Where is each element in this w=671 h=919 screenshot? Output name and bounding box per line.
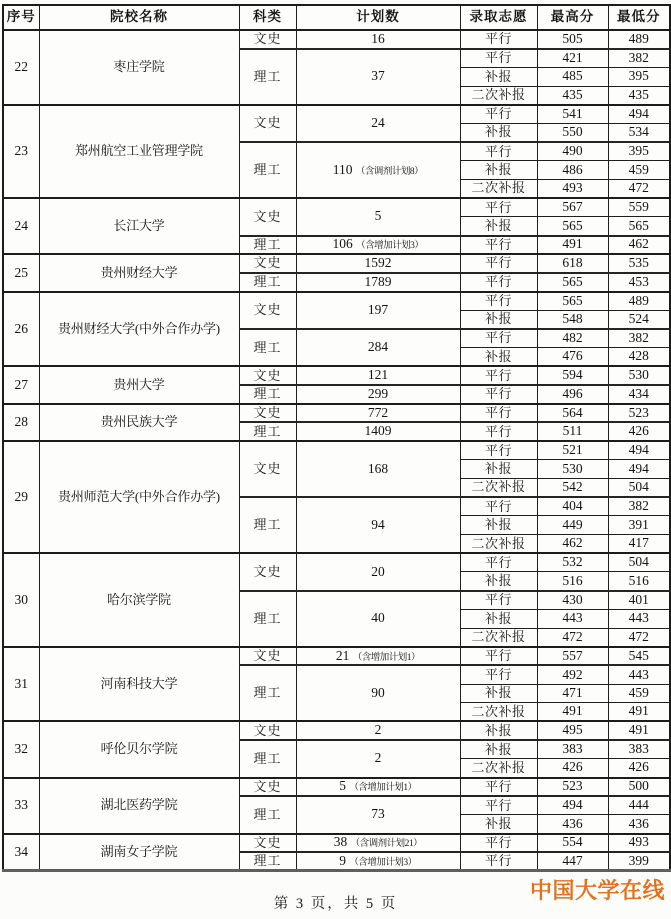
cell-plan-count bbox=[296, 329, 460, 366]
cell-min-score: 545 bbox=[608, 647, 670, 666]
plan-value: 20 bbox=[371, 563, 385, 579]
cell-admission-wish: 补报 bbox=[460, 123, 537, 142]
cell-max-score: 541 bbox=[537, 105, 608, 124]
cell-admission-wish: 平行 bbox=[460, 852, 537, 871]
plan-value: 21 bbox=[335, 647, 350, 663]
plan-value: 16 bbox=[371, 30, 385, 46]
cell-subject-category: 文史 bbox=[239, 366, 296, 385]
cell-min-score: 391 bbox=[608, 516, 670, 535]
cell-plan-count bbox=[296, 30, 460, 49]
cell-min-score: 444 bbox=[608, 796, 670, 815]
cell-admission-wish: 平行 bbox=[460, 404, 537, 423]
cell-plan-count bbox=[296, 441, 460, 497]
cell-admission-wish: 补报 bbox=[460, 67, 537, 86]
cell-school-name: 贵州民族大学 bbox=[39, 404, 239, 441]
cell-max-score: 548 bbox=[537, 310, 608, 329]
cell-admission-wish: 平行 bbox=[460, 329, 537, 348]
cell-plan-count bbox=[296, 665, 460, 721]
cell-admission-wish: 平行 bbox=[460, 497, 537, 516]
cell-serial-number: 22 bbox=[3, 30, 39, 105]
cell-admission-wish: 平行 bbox=[460, 385, 537, 404]
cell-max-score: 426 bbox=[537, 759, 608, 778]
cell-plan-count bbox=[296, 647, 460, 666]
cell-serial-number: 25 bbox=[3, 254, 39, 291]
cell-plan-count bbox=[296, 834, 460, 853]
cell-admission-wish: 二次补报 bbox=[460, 535, 537, 554]
cell-max-score: 435 bbox=[537, 86, 608, 105]
plan-value: 1789 bbox=[364, 273, 392, 289]
plan-value: 73 bbox=[371, 806, 385, 822]
cell-subject-category: 文史 bbox=[239, 834, 296, 853]
cell-plan-count bbox=[296, 778, 460, 797]
cell-school-name: 湖北医药学院 bbox=[39, 778, 239, 834]
cell-subject-category: 理工 bbox=[239, 740, 296, 777]
cell-admission-wish: 平行 bbox=[460, 105, 537, 124]
cell-subject-category: 理工 bbox=[239, 665, 296, 721]
cell-plan-count bbox=[296, 740, 460, 777]
cell-subject-category: 理工 bbox=[239, 49, 296, 105]
cell-max-score: 493 bbox=[537, 180, 608, 199]
cell-serial-number: 24 bbox=[3, 198, 39, 254]
cell-admission-wish: 补报 bbox=[460, 310, 537, 329]
cell-min-score: 565 bbox=[608, 217, 670, 236]
cell-plan-count bbox=[296, 236, 460, 255]
cell-plan-count bbox=[296, 292, 460, 329]
cell-max-score: 494 bbox=[537, 796, 608, 815]
cell-plan-count bbox=[296, 366, 460, 385]
cell-school-name: 贵州财经大学 bbox=[39, 254, 239, 291]
cell-max-score: 565 bbox=[537, 273, 608, 292]
table-row bbox=[3, 721, 670, 740]
cell-max-score: 521 bbox=[537, 441, 608, 460]
cell-subject-category: 理工 bbox=[239, 852, 296, 871]
cell-school-name: 贵州师范大学(中外合作办学) bbox=[39, 441, 239, 553]
cell-school-name: 贵州财经大学(中外合作办学) bbox=[39, 292, 239, 367]
cell-plan-count bbox=[296, 198, 460, 235]
header-subject-category: 科类 bbox=[239, 5, 296, 30]
cell-max-score: 523 bbox=[537, 778, 608, 797]
cell-max-score: 471 bbox=[537, 684, 608, 703]
cell-admission-wish: 补报 bbox=[460, 609, 537, 628]
cell-admission-wish: 平行 bbox=[460, 553, 537, 572]
cell-plan-count bbox=[296, 497, 460, 553]
cell-serial-number: 33 bbox=[3, 778, 39, 834]
cell-min-score: 436 bbox=[608, 815, 670, 834]
plan-value: 40 bbox=[371, 610, 385, 626]
cell-min-score: 535 bbox=[608, 254, 670, 273]
cell-admission-wish: 平行 bbox=[460, 366, 537, 385]
cell-max-score: 516 bbox=[537, 572, 608, 591]
plan-value: 2 bbox=[374, 750, 382, 766]
cell-admission-wish: 平行 bbox=[460, 796, 537, 815]
header-plan-count: 计划数 bbox=[296, 5, 460, 30]
cell-subject-category: 文史 bbox=[239, 292, 296, 329]
page-indicator: 第 3 页，共 5 页 bbox=[273, 896, 398, 912]
cell-min-score: 417 bbox=[608, 535, 670, 554]
cell-min-score: 523 bbox=[608, 404, 670, 423]
cell-admission-wish: 平行 bbox=[460, 273, 537, 292]
cell-admission-wish: 平行 bbox=[460, 142, 537, 161]
cell-min-score: 504 bbox=[608, 479, 670, 498]
cell-max-score: 421 bbox=[537, 49, 608, 68]
cell-subject-category: 文史 bbox=[239, 105, 296, 142]
cell-school-name: 哈尔滨学院 bbox=[39, 553, 239, 646]
cell-admission-wish: 二次补报 bbox=[460, 479, 537, 498]
cell-min-score: 395 bbox=[608, 142, 670, 161]
cell-subject-category: 文史 bbox=[239, 721, 296, 740]
cell-min-score: 443 bbox=[608, 609, 670, 628]
cell-subject-category: 理工 bbox=[239, 497, 296, 553]
cell-plan-count bbox=[296, 142, 460, 198]
cell-min-score: 530 bbox=[608, 366, 670, 385]
cell-min-score: 491 bbox=[608, 703, 670, 722]
plan-note: （含增加计划1） bbox=[352, 652, 421, 663]
cell-max-score: 462 bbox=[537, 535, 608, 554]
cell-max-score: 554 bbox=[537, 834, 608, 853]
cell-subject-category: 文史 bbox=[239, 30, 296, 49]
cell-admission-wish: 二次补报 bbox=[460, 180, 537, 199]
cell-admission-wish: 平行 bbox=[460, 198, 537, 217]
cell-max-score: 472 bbox=[537, 628, 608, 647]
plan-value: 197 bbox=[367, 301, 389, 317]
plan-value: 37 bbox=[371, 68, 385, 84]
cell-max-score: 505 bbox=[537, 30, 608, 49]
cell-max-score: 447 bbox=[537, 852, 608, 871]
header-min-score: 最低分 bbox=[608, 5, 670, 30]
cell-admission-wish: 补报 bbox=[460, 684, 537, 703]
cell-max-score: 532 bbox=[537, 553, 608, 572]
plan-value: 90 bbox=[371, 684, 385, 700]
cell-subject-category: 理工 bbox=[239, 329, 296, 366]
cell-school-name: 河南科技大学 bbox=[39, 647, 239, 722]
cell-min-score: 524 bbox=[608, 310, 670, 329]
cell-admission-wish: 补报 bbox=[460, 740, 537, 759]
cell-admission-wish: 二次补报 bbox=[460, 628, 537, 647]
plan-value: 24 bbox=[371, 115, 385, 131]
cell-serial-number: 23 bbox=[3, 105, 39, 198]
table-row bbox=[3, 647, 670, 666]
cell-plan-count bbox=[296, 105, 460, 142]
cell-admission-wish: 补报 bbox=[460, 516, 537, 535]
cell-max-score: 550 bbox=[537, 123, 608, 142]
cell-serial-number: 26 bbox=[3, 292, 39, 367]
cell-admission-wish: 二次补报 bbox=[460, 703, 537, 722]
cell-min-score: 489 bbox=[608, 292, 670, 311]
cell-serial-number: 34 bbox=[3, 834, 39, 871]
admission-scores-table bbox=[2, 4, 671, 872]
cell-min-score: 459 bbox=[608, 684, 670, 703]
plan-value: 5 bbox=[339, 778, 347, 794]
cell-max-score: 486 bbox=[537, 161, 608, 180]
cell-plan-count bbox=[296, 404, 460, 423]
cell-subject-category: 理工 bbox=[239, 591, 296, 647]
cell-admission-wish: 平行 bbox=[460, 834, 537, 853]
cell-min-score: 382 bbox=[608, 497, 670, 516]
cell-admission-wish: 二次补报 bbox=[460, 759, 537, 778]
cell-max-score: 449 bbox=[537, 516, 608, 535]
plan-value: 106 bbox=[332, 236, 353, 252]
cell-school-name: 贵州大学 bbox=[39, 366, 239, 403]
cell-plan-count bbox=[296, 422, 460, 441]
cell-max-score: 482 bbox=[537, 329, 608, 348]
cell-school-name: 枣庄学院 bbox=[39, 30, 239, 105]
table-row bbox=[3, 441, 670, 460]
cell-min-score: 382 bbox=[608, 49, 670, 68]
cell-subject-category: 文史 bbox=[239, 553, 296, 590]
cell-min-score: 504 bbox=[608, 553, 670, 572]
cell-admission-wish: 平行 bbox=[460, 647, 537, 666]
cell-subject-category: 理工 bbox=[239, 236, 296, 255]
cell-subject-category: 理工 bbox=[239, 796, 296, 833]
header-school-name: 院校名称 bbox=[39, 5, 239, 30]
cell-subject-category: 理工 bbox=[239, 422, 296, 441]
plan-note: （含增加计划3） bbox=[356, 241, 424, 252]
plan-value: 5 bbox=[374, 208, 382, 224]
cell-max-score: 404 bbox=[537, 497, 608, 516]
cell-subject-category: 文史 bbox=[239, 254, 296, 273]
cell-min-score: 472 bbox=[608, 180, 670, 199]
cell-admission-wish: 补报 bbox=[460, 460, 537, 479]
cell-min-score: 428 bbox=[608, 348, 670, 367]
cell-admission-wish: 平行 bbox=[460, 778, 537, 797]
cell-subject-category: 文史 bbox=[239, 198, 296, 235]
cell-plan-count bbox=[296, 385, 460, 404]
cell-admission-wish: 平行 bbox=[460, 30, 537, 49]
plan-note: （含调剂计划21） bbox=[350, 839, 423, 850]
cell-max-score: 530 bbox=[537, 460, 608, 479]
table-row bbox=[3, 105, 670, 124]
cell-max-score: 618 bbox=[537, 254, 608, 273]
cell-admission-wish: 平行 bbox=[460, 422, 537, 441]
plan-value: 1592 bbox=[364, 255, 392, 271]
plan-value: 9 bbox=[339, 852, 347, 868]
cell-max-score: 565 bbox=[537, 292, 608, 311]
table-row bbox=[3, 254, 670, 273]
cell-serial-number: 30 bbox=[3, 553, 39, 646]
plan-value: 121 bbox=[367, 367, 389, 383]
cell-max-score: 490 bbox=[537, 142, 608, 161]
cell-admission-wish: 补报 bbox=[460, 161, 537, 180]
cell-subject-category: 文史 bbox=[239, 778, 296, 797]
site-watermark: 中国大学在线 bbox=[529, 878, 665, 903]
cell-min-score: 489 bbox=[608, 30, 670, 49]
cell-min-score: 500 bbox=[608, 778, 670, 797]
cell-min-score: 494 bbox=[608, 105, 670, 124]
cell-max-score: 565 bbox=[537, 217, 608, 236]
cell-plan-count bbox=[296, 273, 460, 292]
cell-max-score: 430 bbox=[537, 591, 608, 610]
cell-min-score: 472 bbox=[608, 628, 670, 647]
cell-plan-count bbox=[296, 852, 460, 871]
cell-max-score: 496 bbox=[537, 385, 608, 404]
cell-admission-wish: 补报 bbox=[460, 217, 537, 236]
cell-serial-number: 31 bbox=[3, 647, 39, 722]
cell-min-score: 435 bbox=[608, 86, 670, 105]
plan-value: 1409 bbox=[364, 423, 392, 439]
cell-serial-number: 32 bbox=[3, 721, 39, 777]
header-row bbox=[3, 5, 670, 30]
table-row bbox=[3, 366, 670, 385]
cell-admission-wish: 补报 bbox=[460, 572, 537, 591]
header-serial-number: 序号 bbox=[3, 5, 39, 30]
plan-value: 38 bbox=[333, 834, 348, 850]
plan-value: 110 bbox=[332, 161, 353, 177]
table-body bbox=[3, 30, 670, 871]
cell-min-score: 494 bbox=[608, 441, 670, 460]
plan-value: 299 bbox=[367, 385, 389, 401]
plan-value: 284 bbox=[367, 339, 389, 355]
cell-admission-wish: 平行 bbox=[460, 665, 537, 684]
cell-max-score: 485 bbox=[537, 67, 608, 86]
header-max-score: 最高分 bbox=[537, 5, 608, 30]
table-row bbox=[3, 198, 670, 217]
cell-max-score: 491 bbox=[537, 703, 608, 722]
cell-subject-category: 理工 bbox=[239, 385, 296, 404]
cell-school-name: 郑州航空工业管理学院 bbox=[39, 105, 239, 198]
cell-subject-category: 文史 bbox=[239, 441, 296, 497]
cell-school-name: 湖南女子学院 bbox=[39, 834, 239, 871]
cell-plan-count bbox=[296, 49, 460, 105]
cell-max-score: 443 bbox=[537, 609, 608, 628]
cell-min-score: 382 bbox=[608, 329, 670, 348]
cell-admission-wish: 补报 bbox=[460, 348, 537, 367]
plan-value: 94 bbox=[371, 516, 385, 532]
cell-max-score: 567 bbox=[537, 198, 608, 217]
cell-admission-wish: 平行 bbox=[460, 49, 537, 68]
cell-admission-wish: 平行 bbox=[460, 292, 537, 311]
table-row bbox=[3, 30, 670, 49]
cell-min-score: 395 bbox=[608, 67, 670, 86]
cell-max-score: 594 bbox=[537, 366, 608, 385]
cell-max-score: 557 bbox=[537, 647, 608, 666]
cell-subject-category: 文史 bbox=[239, 647, 296, 666]
cell-admission-wish: 补报 bbox=[460, 815, 537, 834]
cell-serial-number: 28 bbox=[3, 404, 39, 441]
cell-max-score: 476 bbox=[537, 348, 608, 367]
cell-min-score: 399 bbox=[608, 852, 670, 871]
cell-plan-count bbox=[296, 254, 460, 273]
cell-plan-count bbox=[296, 591, 460, 647]
cell-admission-wish: 二次补报 bbox=[460, 86, 537, 105]
cell-min-score: 462 bbox=[608, 236, 670, 255]
cell-plan-count bbox=[296, 721, 460, 740]
cell-serial-number: 27 bbox=[3, 366, 39, 403]
cell-plan-count bbox=[296, 553, 460, 590]
plan-value: 772 bbox=[367, 404, 389, 420]
table-row bbox=[3, 292, 670, 311]
plan-note: （含调剂计划8） bbox=[355, 166, 424, 177]
cell-min-score: 426 bbox=[608, 759, 670, 778]
header-admission-wish: 录取志愿 bbox=[460, 5, 537, 30]
cell-max-score: 542 bbox=[537, 479, 608, 498]
plan-note: （含增加计划1） bbox=[349, 783, 417, 794]
plan-note: （含增加计划3） bbox=[349, 857, 417, 868]
cell-min-score: 459 bbox=[608, 161, 670, 180]
cell-min-score: 491 bbox=[608, 721, 670, 740]
cell-max-score: 564 bbox=[537, 404, 608, 423]
cell-max-score: 491 bbox=[537, 236, 608, 255]
plan-value: 2 bbox=[374, 722, 382, 738]
cell-min-score: 426 bbox=[608, 422, 670, 441]
cell-subject-category: 理工 bbox=[239, 142, 296, 198]
table-row bbox=[3, 778, 670, 797]
table-row bbox=[3, 553, 670, 572]
cell-min-score: 401 bbox=[608, 591, 670, 610]
cell-min-score: 494 bbox=[608, 460, 670, 479]
cell-min-score: 493 bbox=[608, 834, 670, 853]
cell-subject-category: 理工 bbox=[239, 273, 296, 292]
cell-admission-wish: 平行 bbox=[460, 591, 537, 610]
table-header bbox=[3, 5, 670, 30]
cell-admission-wish: 平行 bbox=[460, 441, 537, 460]
cell-min-score: 516 bbox=[608, 572, 670, 591]
table-row bbox=[3, 834, 670, 853]
cell-min-score: 383 bbox=[608, 740, 670, 759]
cell-subject-category: 文史 bbox=[239, 404, 296, 423]
cell-max-score: 492 bbox=[537, 665, 608, 684]
cell-max-score: 436 bbox=[537, 815, 608, 834]
cell-school-name: 呼伦贝尔学院 bbox=[39, 721, 239, 777]
cell-max-score: 511 bbox=[537, 422, 608, 441]
cell-max-score: 383 bbox=[537, 740, 608, 759]
cell-min-score: 434 bbox=[608, 385, 670, 404]
cell-min-score: 443 bbox=[608, 665, 670, 684]
cell-admission-wish: 平行 bbox=[460, 254, 537, 273]
cell-admission-wish: 补报 bbox=[460, 721, 537, 740]
cell-serial-number: 29 bbox=[3, 441, 39, 553]
plan-value: 168 bbox=[367, 460, 389, 476]
cell-plan-count bbox=[296, 796, 460, 833]
cell-max-score: 495 bbox=[537, 721, 608, 740]
cell-min-score: 453 bbox=[608, 273, 670, 292]
cell-school-name: 长江大学 bbox=[39, 198, 239, 254]
cell-min-score: 559 bbox=[608, 198, 670, 217]
cell-admission-wish: 平行 bbox=[460, 236, 537, 255]
cell-min-score: 534 bbox=[608, 123, 670, 142]
table-row bbox=[3, 404, 670, 423]
